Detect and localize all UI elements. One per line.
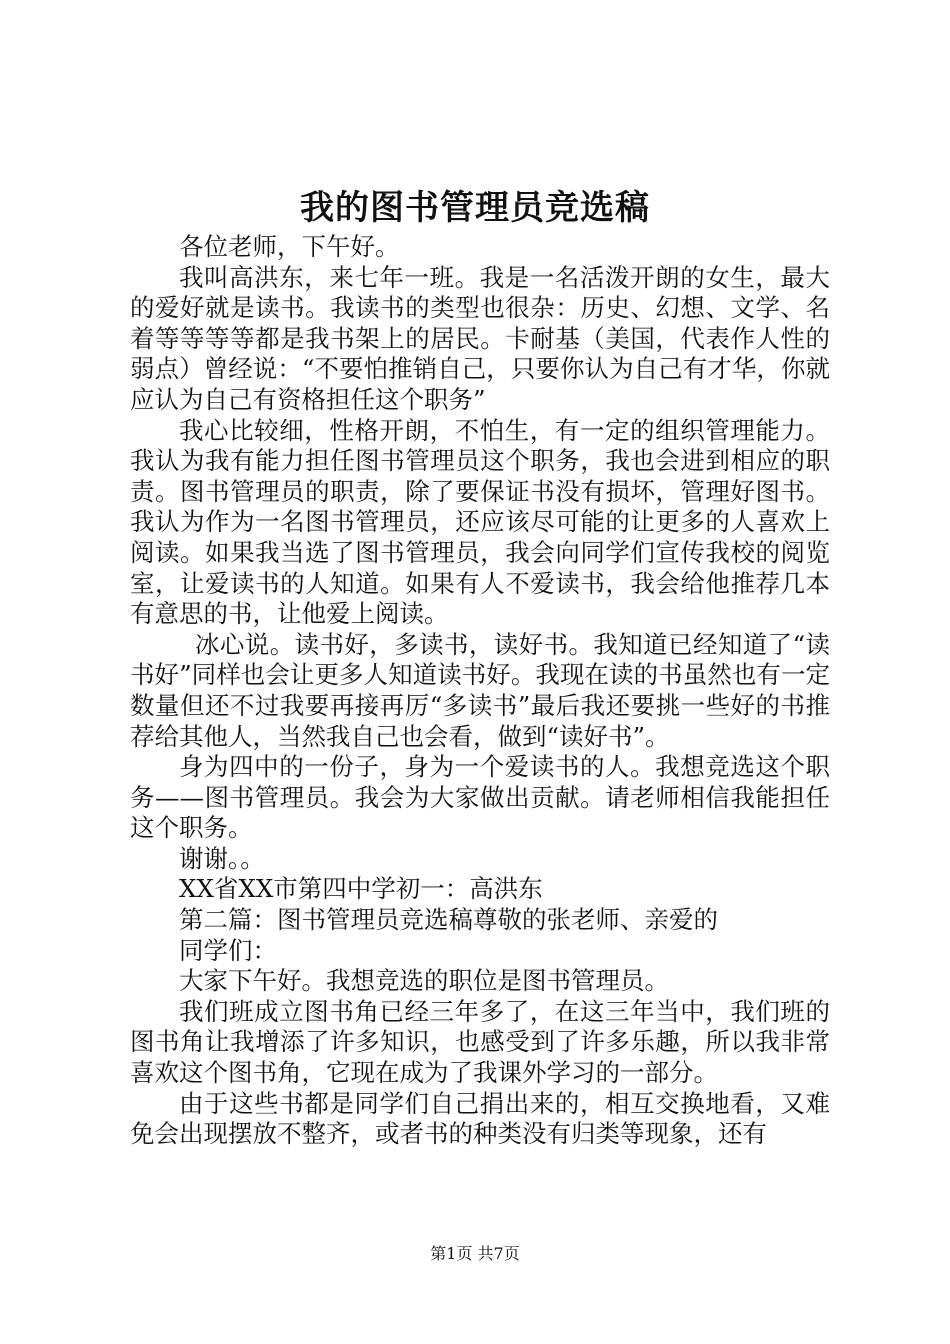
paragraph-qualifications: 我心比较细，性格开朗，不怕生，有一定的组织管理能力。我认为我有能力担任图书管理员这个职务，我也会进到相应的职责。图书管理员的职责，除了要保证书没有损坏，管理好图书。我认为作为一名图书管理员，还应该尽可能的让更多的人喜欢上阅读。如果我当选了图书管理员，我会向同学们宣传我校的阅览室，让爱读书的人知道。如果有人不爱读书，我会给他推荐几本有意思的书，让他爱上阅读。 [130,415,830,629]
document-body [130,232,830,1150]
paragraph-thanks: 谢谢。。 [179,843,265,873]
paragraph-introduction: 我叫高洪东，来七年一班。我是一名活泼开朗的女生，最大的爱好就是读书。我读书的类型也很杂：历史、幻想、文学、名着等等等等都是我书架上的居民。卡耐基（美国，代表作人性的弱点）曾经说：“不要怕推销自己，只要你认为自己有才华，你就应认为自己有资格担任这个职务” [130,262,830,414]
paragraph-reading-quote: 冰心说。读书好，多读书，读好书。我知道已经知道了“读书好”同样也会让更多人知道读书好。我现在读的书虽然也有一定数量但还不过我要再接再厉“多读书”最后我还要挑一些好的书推荐给其他人，当然我自己也会看，做到“读好书”。 [130,629,830,751]
paragraph-greeting: 各位老师，下午好。 [179,232,400,261]
paragraph-second-greeting: 同学们： [179,935,277,965]
paragraph-second-article-heading: 第二篇：图书管理员竞选稿尊敬的张老师、亲爱的 [179,905,718,935]
document-title: 我的图书管理员竞选稿 [300,188,650,228]
paragraph-book-corner: 我们班成立图书角已经三年多了，在这三年当中，我们班的图书角让我增添了许多知识，也感受到了许多乐趣，所以我非常喜欢这个图书角，它现在成为了我课外学习的一部分。 [130,996,830,1088]
paragraph-second-opening: 大家下午好。我想竞选的职位是图书管理员。 [179,966,669,996]
paragraph-candidacy: 身为四中的一份子，身为一个爱读书的人。我想竞选这个职务——图书管理员。我会为大家做出贡献。请老师相信我能担任这个职务。 [130,752,830,843]
paragraph-book-issues: 由于这些书都是同学们自己捐出来的，相互交换地看，又难免会出现摆放不整齐，或者书的种类没有归类等现象，还有 [130,1088,830,1149]
paragraph-signature: XX省XX市第四中学初一：高洪东 [179,874,543,904]
page-footer: 第1页 共7页 [430,1244,520,1263]
